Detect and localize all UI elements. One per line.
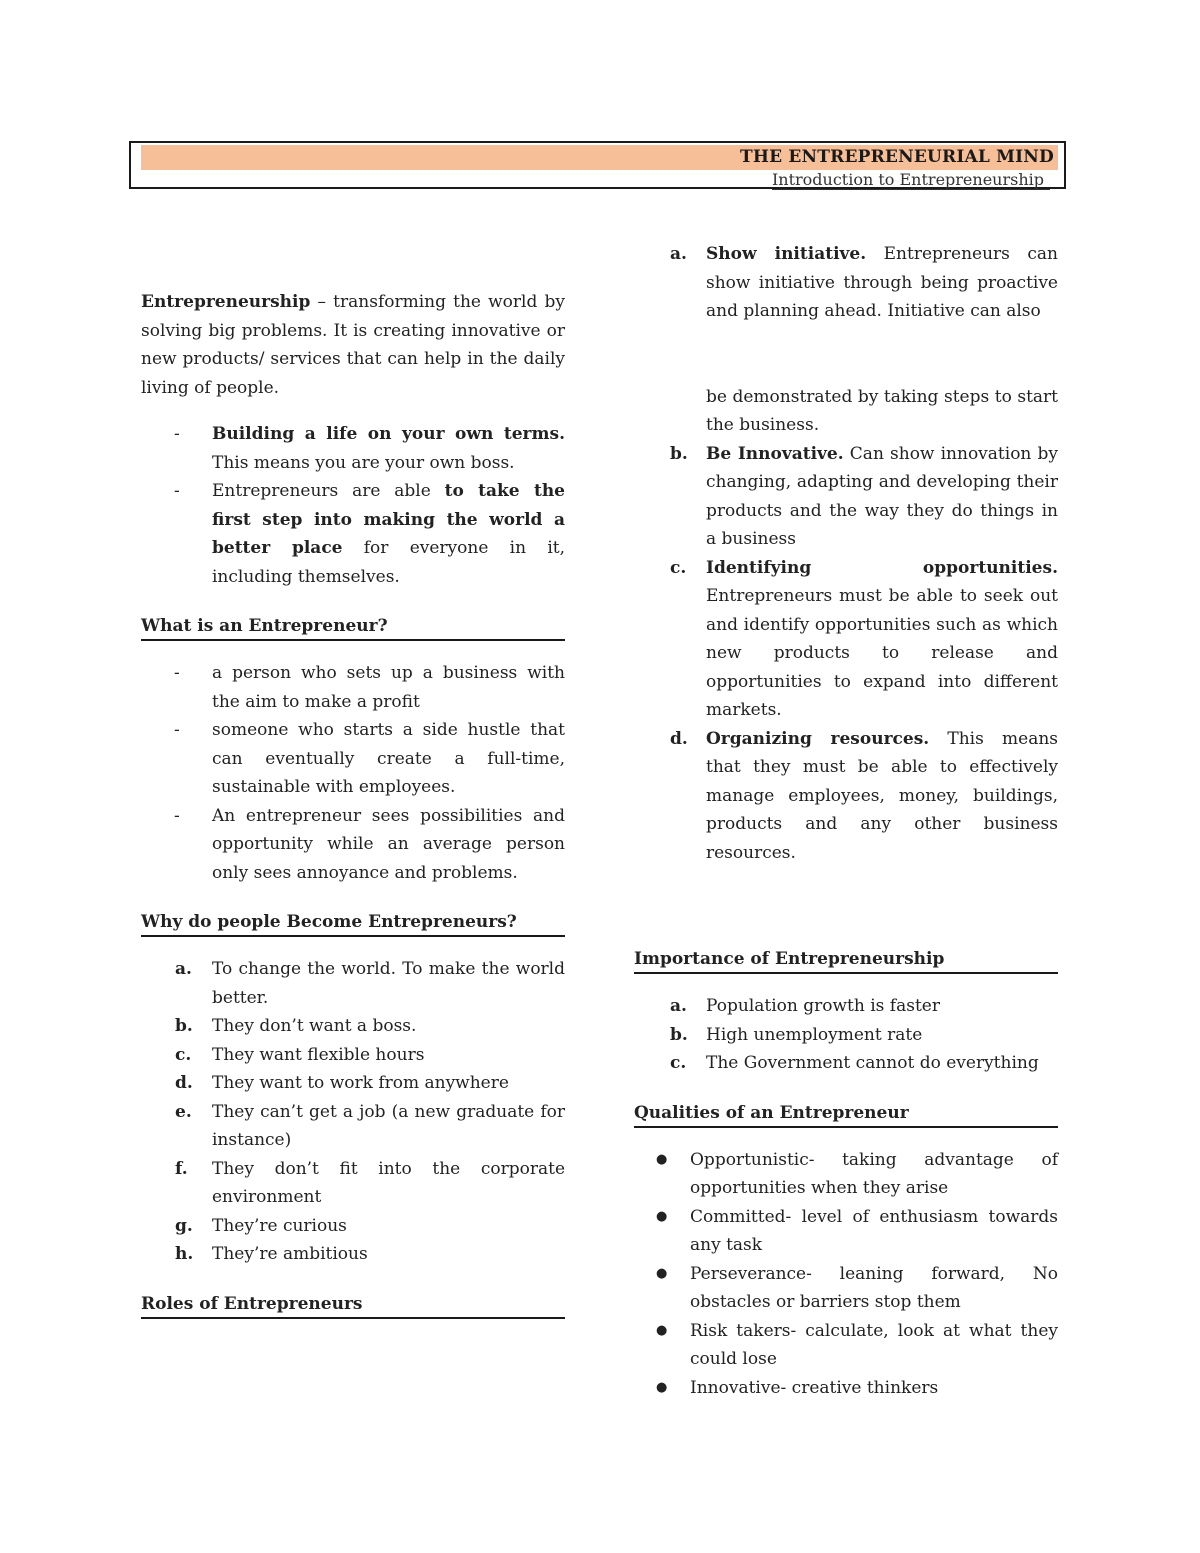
list-marker: a. <box>670 996 687 1016</box>
list-item-text: This means that they must be able to effectively manage employees, money, buildings, products and any other business resources. <box>706 728 1059 863</box>
list-item <box>141 955 565 1012</box>
list-item <box>141 716 565 802</box>
list-item-text: They don’t fit into the corporate environment <box>212 1158 565 1207</box>
intro-paragraph <box>141 288 565 402</box>
section-heading-roles: Roles of Entrepreneurs <box>141 1291 565 1319</box>
intro-points-list <box>141 420 565 591</box>
list-marker: b. <box>670 443 688 464</box>
bullet-icon: ● <box>656 1322 668 1338</box>
list-item-text: Opportunistic- taking advantage of opportunities when they arise <box>690 1149 1058 1198</box>
list-item <box>634 440 1058 554</box>
what-is-list <box>141 659 565 887</box>
list-marker: a. <box>175 959 192 979</box>
document-subtitle: Introduction to Entrepreneurship <box>772 171 1050 190</box>
list-item <box>634 992 1058 1021</box>
list-item-text: Perseverance- leaning forward, No obstacles or barriers stop them <box>690 1263 1058 1312</box>
list-item <box>634 1317 1058 1374</box>
bullet-icon: ● <box>656 1379 668 1395</box>
page-header <box>129 141 1066 189</box>
list-marker: b. <box>670 1024 688 1045</box>
left-column <box>141 288 565 1337</box>
list-item-text: Risk takers- calculate, look at what they could lose <box>690 1320 1058 1369</box>
list-item-text: To change the world. To make the world better. <box>212 959 565 1008</box>
intro-definition: – transforming the world by solving big problems. It is creating innovative or new products/ services that can help in the daily living of people. <box>141 292 565 398</box>
list-item-text: This means you are your own boss. <box>212 452 515 473</box>
list-item-text: a person who sets up a business with the aim to make a profit <box>212 663 565 712</box>
list-item-text: High unemployment rate <box>706 1024 923 1045</box>
list-marker: d. <box>670 728 688 749</box>
list-item <box>634 725 1058 868</box>
list-item-text: Population growth is faster <box>706 996 940 1016</box>
list-item-bold: Organizing resources. <box>706 728 930 749</box>
list-item-text: The Government cannot do everything <box>706 1053 1039 1073</box>
list-marker: a. <box>670 244 687 264</box>
list-marker: - <box>174 805 180 826</box>
list-item <box>634 554 1058 725</box>
section-heading-qualities: Qualities of an Entrepreneur <box>634 1100 1058 1128</box>
list-item-bold: Identifying opportunities. <box>706 557 1058 578</box>
list-marker: c. <box>175 1044 192 1065</box>
list-marker: d. <box>175 1073 193 1093</box>
bullet-icon: ● <box>656 1265 668 1281</box>
document-title: THE ENTREPRENEURIAL MIND <box>739 147 1054 167</box>
list-item <box>141 1069 565 1098</box>
list-item <box>141 1098 565 1155</box>
intro-term: Entrepreneurship <box>141 292 311 312</box>
list-marker: f. <box>175 1158 188 1179</box>
list-item-text: They want flexible hours <box>212 1044 425 1065</box>
list-item-text: They’re ambitious <box>212 1244 368 1264</box>
list-marker: c. <box>670 1053 687 1073</box>
list-item <box>634 1049 1058 1078</box>
list-item-bold: Show initiative. <box>706 244 867 264</box>
list-item <box>141 1041 565 1070</box>
list-item <box>634 1203 1058 1260</box>
list-item <box>141 659 565 716</box>
list-item-text: someone who starts a side hustle that can eventually create a full-time, sustainable with employees. <box>212 720 565 797</box>
list-item <box>634 240 1058 440</box>
list-item <box>141 1212 565 1241</box>
bullet-icon: ● <box>656 1208 668 1224</box>
list-marker: - <box>174 663 180 683</box>
list-marker: g. <box>175 1215 193 1236</box>
list-item-text: Innovative- creative thinkers <box>690 1377 939 1398</box>
list-item <box>141 1012 565 1041</box>
list-item-text: Entrepreneurs are able <box>212 481 445 501</box>
list-item-text: They want to work from anywhere <box>212 1073 509 1093</box>
roles-list <box>634 240 1058 867</box>
section-heading-importance: Importance of Entrepreneurship <box>634 946 1058 974</box>
list-item <box>141 802 565 888</box>
list-item <box>141 477 565 591</box>
list-item-text: for everyone in it, including themselves. <box>212 538 565 587</box>
list-item <box>141 420 565 477</box>
list-marker: - <box>174 720 180 740</box>
importance-list <box>634 992 1058 1078</box>
qualities-list <box>634 1146 1058 1403</box>
list-item-text: They can’t get a job (a new graduate for instance) <box>212 1101 565 1150</box>
list-marker: b. <box>175 1016 193 1036</box>
list-marker: e. <box>175 1101 192 1122</box>
list-item <box>141 1240 565 1269</box>
list-item-bold: Building a life on your own terms. <box>212 424 565 444</box>
section-heading-what-is: What is an Entrepreneur? <box>141 613 565 641</box>
list-item-text: Entrepreneurs can show initiative through being proactive and planning ahead. Initiative can also <box>706 244 1059 321</box>
list-marker: - <box>174 424 180 444</box>
list-marker: - <box>174 481 180 501</box>
list-item-text: They’re curious <box>212 1215 347 1236</box>
bullet-icon: ● <box>656 1151 668 1167</box>
why-list <box>141 955 565 1269</box>
list-item-continuation: be demonstrated by taking steps to start the business. <box>706 386 1058 435</box>
list-item-bold: to take the first step into making the world a better place <box>212 481 565 558</box>
list-item-text: They don’t want a boss. <box>212 1016 417 1036</box>
list-item-text: An entrepreneur sees possibilities and opportunity while an average person only sees annoyance and problems. <box>212 805 565 883</box>
list-marker: c. <box>670 557 687 578</box>
list-item <box>634 1374 1058 1403</box>
list-marker: h. <box>175 1244 194 1264</box>
list-item-text: Entrepreneurs must be able to seek out and identify opportunities such as which new products to release and opportunities to expand into different markets. <box>706 586 1058 720</box>
list-item <box>141 1155 565 1212</box>
section-heading-why: Why do people Become Entrepreneurs? <box>141 909 565 937</box>
list-item <box>634 1260 1058 1317</box>
list-item-bold: Be Innovative. <box>706 443 844 464</box>
list-item-text: Can show innovation by changing, adapting and developing their products and the way they do things in a business <box>706 443 1058 549</box>
list-item <box>634 1021 1058 1050</box>
list-item <box>634 1146 1058 1203</box>
right-column <box>634 240 1058 1402</box>
list-item-text: Committed- level of enthusiasm towards any task <box>690 1206 1058 1255</box>
